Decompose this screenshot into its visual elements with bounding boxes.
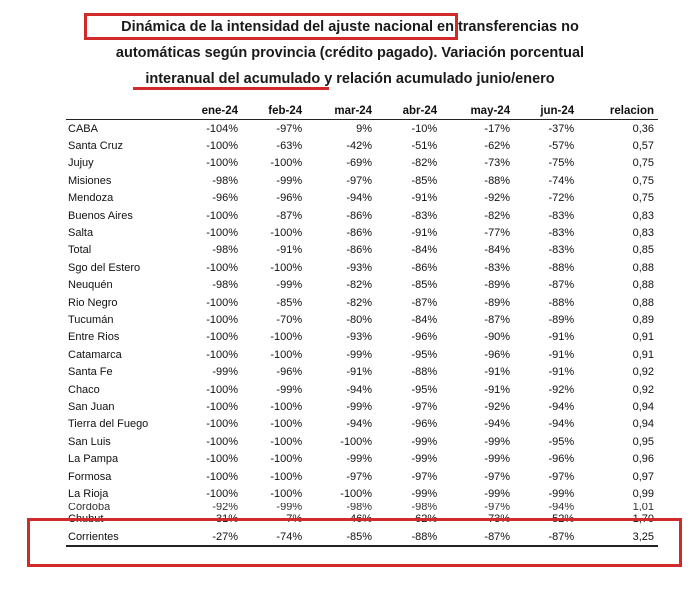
value-cell: -83% — [411, 209, 438, 222]
title-line-1: Dinámica de la intensidad del ajuste nacional en transferencias no — [121, 19, 579, 35]
table-row — [66, 398, 658, 415]
province-name-cell: Tierra del Fuego — [68, 418, 149, 431]
value-cell: -100% — [270, 157, 303, 170]
province-name-cell: Jujuy — [68, 157, 94, 170]
value-cell: -89% — [484, 279, 511, 292]
value-cell: -100% — [340, 435, 373, 448]
value-cell: -63% — [276, 140, 303, 153]
value-cell: -86% — [346, 209, 373, 222]
table-body — [66, 120, 658, 547]
value-cell: -99% — [411, 435, 438, 448]
value-cell: -100% — [270, 261, 303, 274]
title-highlight-underline — [133, 87, 329, 90]
value-cell: -83% — [484, 261, 511, 274]
value-cell: -94% — [346, 383, 373, 396]
value-cell: -99% — [484, 487, 511, 500]
value-cell: -94% — [484, 418, 511, 431]
value-cell: -100% — [270, 453, 303, 466]
value-cell: -88% — [484, 174, 511, 187]
value-cell: -87% — [276, 209, 303, 222]
value-cell: -88% — [548, 261, 575, 274]
value-cell: -86% — [411, 261, 438, 274]
value-cell: -97% — [346, 470, 373, 483]
value-cell: -87% — [441, 528, 514, 546]
value-cell: -100% — [206, 418, 239, 431]
value-cell: -100% — [206, 435, 239, 448]
province-name-cell: Total — [68, 244, 92, 257]
table-row — [66, 207, 658, 224]
value-cell: -88% — [376, 528, 441, 546]
cell-text: Córdoba — [68, 502, 111, 511]
province-name-cell: Misiones — [68, 174, 112, 187]
value-cell — [242, 503, 306, 511]
value-cell: 0,97 — [632, 470, 654, 483]
value-cell — [578, 503, 658, 511]
value-cell: -99% — [411, 453, 438, 466]
value-cell: -92% — [484, 400, 511, 413]
value-cell: -84% — [484, 244, 511, 257]
value-cell: -91% — [484, 383, 511, 396]
value-cell: -96% — [548, 453, 575, 466]
value-cell — [306, 503, 376, 511]
table-row — [66, 329, 658, 346]
value-cell: -100% — [270, 227, 303, 240]
value-cell: -89% — [484, 296, 511, 309]
table-row — [66, 363, 658, 380]
value-cell: -100% — [206, 209, 239, 222]
value-cell: -96% — [484, 348, 511, 361]
value-cell: -84% — [411, 313, 438, 326]
value-cell: -100% — [206, 296, 239, 309]
value-cell: 1,70 — [632, 513, 654, 526]
value-cell: -96% — [411, 331, 438, 344]
value-cell: 0,99 — [632, 487, 654, 500]
province-name-cell: Salta — [68, 227, 94, 240]
table-row — [66, 346, 658, 363]
province-name-cell: Formosa — [68, 470, 112, 483]
value-cell: 0,91 — [632, 331, 654, 344]
value-cell: -57% — [548, 140, 575, 153]
value-cell: -100% — [206, 400, 239, 413]
value-cell: -97% — [484, 470, 511, 483]
value-cell: -96% — [276, 366, 303, 379]
column-header: abr-24 — [376, 102, 441, 120]
value-cell: -99% — [276, 279, 303, 292]
value-cell: -80% — [346, 313, 373, 326]
value-cell: -98% — [212, 279, 239, 292]
value-cell: -86% — [346, 244, 373, 257]
value-cell: 9% — [356, 122, 373, 135]
value-cell: -73% — [484, 513, 511, 526]
value-cell — [376, 503, 441, 511]
title-highlight-box — [84, 13, 458, 40]
value-cell: 0,57 — [632, 140, 654, 153]
value-cell: -89% — [548, 313, 575, 326]
table-row — [66, 311, 658, 328]
value-cell: 0,75 — [632, 174, 654, 187]
table-row — [66, 433, 658, 450]
table-row — [66, 294, 658, 311]
value-cell: -62% — [411, 513, 438, 526]
value-cell: -96% — [212, 192, 239, 205]
province-name-cell: Chubut — [68, 513, 104, 526]
province-name-cell: Entre Rios — [68, 331, 120, 344]
value-cell: -97% — [411, 400, 438, 413]
value-cell: 0,88 — [632, 261, 654, 274]
value-cell: -100% — [206, 227, 239, 240]
value-cell: -95% — [411, 348, 438, 361]
column-header: mar-24 — [306, 102, 376, 120]
value-cell: -91% — [548, 331, 575, 344]
value-cell: -91% — [411, 192, 438, 205]
value-cell: -83% — [548, 244, 575, 257]
table-row — [66, 242, 658, 259]
value-cell: -82% — [346, 296, 373, 309]
table-row — [66, 485, 658, 502]
value-cell: -99% — [276, 174, 303, 187]
value-cell: -37% — [548, 122, 575, 135]
value-cell: -91% — [411, 227, 438, 240]
value-cell: -100% — [206, 157, 239, 170]
value-cell: -91% — [548, 366, 575, 379]
province-name-cell: CABA — [68, 122, 98, 135]
value-cell: -100% — [270, 470, 303, 483]
value-cell: -17% — [484, 122, 511, 135]
table-row — [66, 190, 658, 207]
value-cell: -86% — [346, 227, 373, 240]
value-cell: 0,92 — [632, 366, 654, 379]
value-cell: -10% — [411, 122, 438, 135]
table-row — [66, 120, 658, 138]
value-cell: -75% — [548, 157, 575, 170]
value-cell: -99% — [346, 400, 373, 413]
value-cell: -74% — [242, 528, 306, 546]
value-cell: -100% — [206, 487, 239, 500]
value-cell: -85% — [411, 174, 438, 187]
value-cell: -100% — [270, 487, 303, 500]
province-name-cell: Sgo del Estero — [68, 261, 141, 274]
value-cell: -87% — [548, 279, 575, 292]
table-row — [66, 450, 658, 467]
value-cell: -74% — [548, 174, 575, 187]
province-name-cell: La Pampa — [68, 453, 119, 466]
value-cell: -96% — [276, 192, 303, 205]
value-cell: -92% — [484, 192, 511, 205]
value-cell: -90% — [484, 331, 511, 344]
province-name-cell: San Luis — [68, 435, 111, 448]
value-cell: -95% — [411, 383, 438, 396]
value-cell: -87% — [514, 528, 578, 546]
value-cell: -62% — [484, 140, 511, 153]
value-cell: -100% — [206, 453, 239, 466]
value-cell: 0,75 — [632, 192, 654, 205]
table-row — [66, 259, 658, 276]
value-cell: -82% — [411, 157, 438, 170]
value-cell: -7% — [282, 513, 303, 526]
value-cell: -104% — [206, 122, 239, 135]
cell-text: -94% — [548, 502, 575, 511]
cell-text: -92% — [212, 502, 239, 511]
value-cell: -91% — [346, 366, 373, 379]
value-cell: 0,83 — [632, 227, 654, 240]
cell-text: -98% — [346, 502, 373, 511]
value-cell: 0,96 — [632, 453, 654, 466]
value-cell: 0,95 — [632, 435, 654, 448]
value-cell: -98% — [212, 244, 239, 257]
value-cell: -91% — [484, 366, 511, 379]
province-name-cell: Catamarca — [68, 348, 122, 361]
province-name-cell: San Juan — [68, 400, 115, 413]
value-cell: -100% — [206, 140, 239, 153]
value-cell: -93% — [346, 331, 373, 344]
value-cell: 3,25 — [578, 528, 658, 546]
province-name-cell: Neuquén — [68, 279, 113, 292]
value-cell: -27% — [174, 528, 242, 546]
value-cell: -100% — [206, 313, 239, 326]
rows-highlight-box — [27, 518, 682, 567]
value-cell: -100% — [206, 261, 239, 274]
value-cell: 0,92 — [632, 383, 654, 396]
value-cell: -92% — [548, 383, 575, 396]
province-name-cell: Santa Cruz — [68, 140, 124, 153]
value-cell: -69% — [346, 157, 373, 170]
value-cell: -100% — [270, 418, 303, 431]
table-header-row — [66, 102, 658, 120]
cell-text: 1,01 — [632, 502, 654, 511]
value-cell: -88% — [548, 296, 575, 309]
value-cell: -100% — [340, 487, 373, 500]
value-cell: -98% — [212, 174, 239, 187]
value-cell: -83% — [548, 227, 575, 240]
value-cell — [174, 503, 242, 511]
value-cell — [514, 503, 578, 511]
value-cell — [441, 503, 514, 511]
value-cell: -72% — [548, 192, 575, 205]
table-row — [66, 224, 658, 241]
value-cell: -97% — [548, 470, 575, 483]
table-row — [66, 172, 658, 189]
province-name-cell: Tucumán — [68, 313, 114, 326]
value-cell: -31% — [212, 513, 239, 526]
province-name-cell: Santa Fe — [68, 366, 113, 379]
value-cell: 0,88 — [632, 296, 654, 309]
value-cell: -99% — [411, 487, 438, 500]
value-cell: -94% — [548, 400, 575, 413]
value-cell: -99% — [276, 383, 303, 396]
value-cell: 0,89 — [632, 313, 654, 326]
value-cell: -82% — [484, 209, 511, 222]
column-header: may-24 — [441, 102, 514, 120]
value-cell: 0,94 — [632, 418, 654, 431]
value-cell: -91% — [276, 244, 303, 257]
value-cell: -100% — [206, 383, 239, 396]
column-header: jun-24 — [514, 102, 578, 120]
cell-text: -97% — [484, 502, 511, 511]
value-cell: 0,75 — [632, 157, 654, 170]
value-cell: -46% — [346, 513, 373, 526]
value-cell: -99% — [484, 435, 511, 448]
value-cell: 0,94 — [632, 400, 654, 413]
value-cell: -100% — [270, 331, 303, 344]
title-line-3: interanual del acumulado y relación acumulado junio/enero — [145, 71, 555, 87]
value-cell: -99% — [346, 453, 373, 466]
value-cell: -85% — [411, 279, 438, 292]
column-header — [66, 102, 174, 120]
value-cell: 0,91 — [632, 348, 654, 361]
value-cell: -51% — [411, 140, 438, 153]
province-name-cell: Mendoza — [68, 192, 114, 205]
value-cell: -99% — [346, 348, 373, 361]
column-header: feb-24 — [242, 102, 306, 120]
value-cell: -88% — [411, 366, 438, 379]
value-cell: -77% — [484, 227, 511, 240]
value-cell: -85% — [276, 296, 303, 309]
value-cell: -42% — [346, 140, 373, 153]
province-table — [66, 102, 658, 547]
value-cell: -96% — [411, 418, 438, 431]
province-name-cell: Chaco — [68, 383, 100, 396]
value-cell: -94% — [346, 192, 373, 205]
value-cell: -87% — [484, 313, 511, 326]
value-cell: -87% — [411, 296, 438, 309]
table-row — [66, 503, 658, 511]
value-cell: -83% — [548, 209, 575, 222]
value-cell: -100% — [270, 400, 303, 413]
value-cell: -73% — [484, 157, 511, 170]
table-row — [66, 277, 658, 294]
cell-text: -99% — [276, 502, 303, 511]
province-name-cell: Rio Negro — [68, 296, 118, 309]
table-row — [66, 416, 658, 433]
value-cell: -95% — [548, 435, 575, 448]
value-cell: -100% — [206, 470, 239, 483]
value-cell: -82% — [346, 279, 373, 292]
value-cell: 0,83 — [632, 209, 654, 222]
value-cell: -97% — [411, 470, 438, 483]
table-row — [66, 468, 658, 485]
table-row — [66, 381, 658, 398]
value-cell: -93% — [346, 261, 373, 274]
province-name-cell: Corrientes — [66, 528, 174, 546]
column-header: ene-24 — [174, 102, 242, 120]
value-cell: -97% — [346, 174, 373, 187]
value-cell: -94% — [548, 418, 575, 431]
value-cell: -85% — [306, 528, 376, 546]
value-cell: -99% — [212, 366, 239, 379]
value-cell: 0,36 — [632, 122, 654, 135]
column-header: relacion — [578, 102, 658, 120]
value-cell: -99% — [548, 487, 575, 500]
value-cell: -52% — [548, 513, 575, 526]
value-cell: -97% — [276, 122, 303, 135]
value-cell: -91% — [548, 348, 575, 361]
value-cell: -70% — [276, 313, 303, 326]
value-cell: 0,85 — [632, 244, 654, 257]
province-name-cell — [66, 503, 174, 511]
province-name-cell: La Rioja — [68, 487, 109, 500]
value-cell: 0,88 — [632, 279, 654, 292]
value-cell: -94% — [346, 418, 373, 431]
cell-text: -98% — [411, 502, 438, 511]
value-cell: -100% — [270, 348, 303, 361]
value-cell: -84% — [411, 244, 438, 257]
value-cell: -100% — [270, 435, 303, 448]
value-cell: -100% — [206, 348, 239, 361]
value-cell: -100% — [206, 331, 239, 344]
table-row — [66, 155, 658, 172]
province-name-cell: Buenos Aires — [68, 209, 133, 222]
title-line-2: automáticas según provincia (crédito pagado). Variación porcentual — [115, 45, 585, 61]
value-cell: -99% — [484, 453, 511, 466]
table-row — [66, 137, 658, 154]
